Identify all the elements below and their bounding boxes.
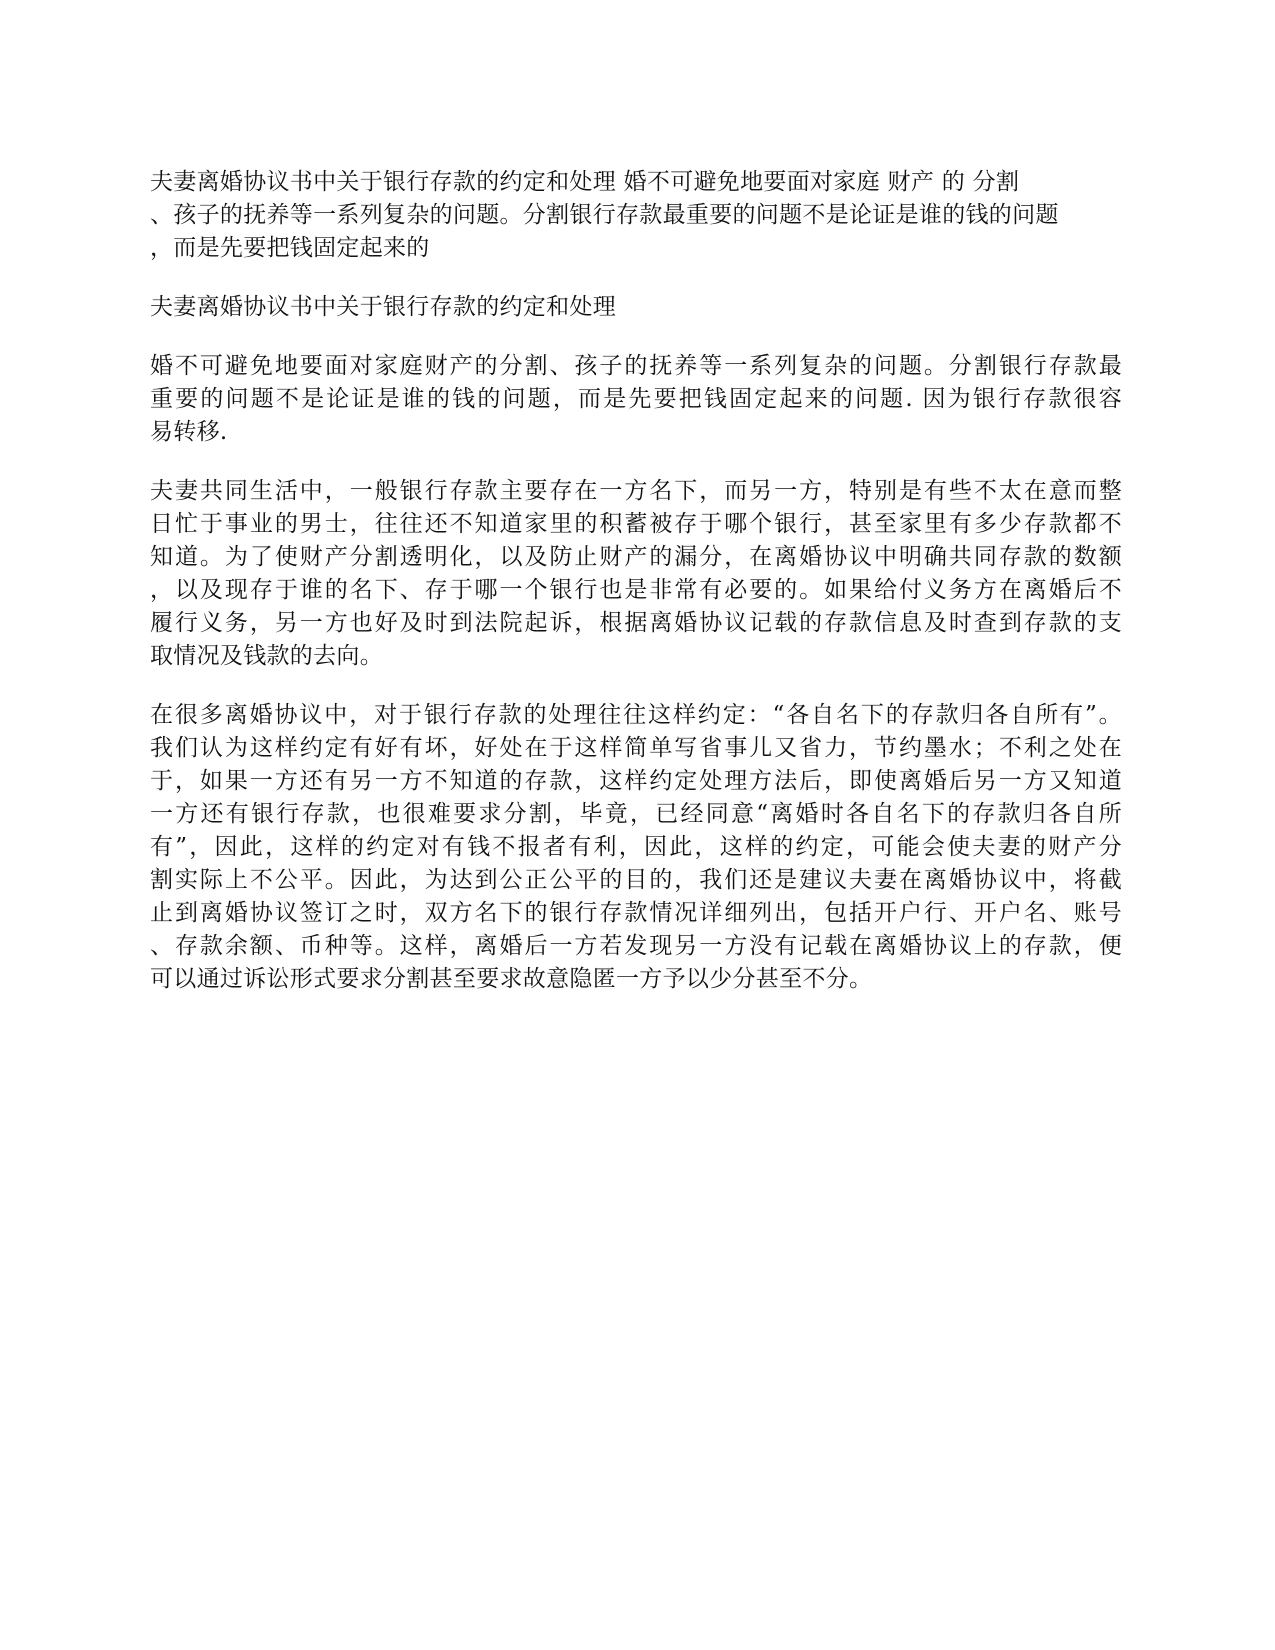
paragraph-line: 、存款余额、币种等。这样，离婚后一方若发现另一方没有记载在离婚协议上的存款，便: [150, 933, 1122, 959]
paragraph-line: 易转移.: [150, 419, 228, 445]
paragraph-line: 止到离婚协议签订之时，双方名下的银行存款情况详细列出，包括开户行、开户名、账号: [150, 900, 1122, 926]
paragraph-line: 在很多离婚协议中，对于银行存款的处理往往这样约定：“各自名下的存款归各自所有”。: [150, 702, 1122, 728]
paragraph-line: 一方还有银行存款，也很难要求分割，毕竟，已经同意“离婚时各自名下的存款归各自所: [150, 801, 1122, 827]
section-heading: [150, 291, 1122, 324]
paragraph-line: 取情况及钱款的去向。: [150, 643, 383, 669]
paragraph-line: 婚不可避免地要面对家庭财产的分割、孩子的抚养等一系列复杂的问题。分割银行存款最: [150, 353, 1122, 379]
intro-line: 、孩子的抚养等一系列复杂的问题。分割银行存款最重要的问题不是论证是谁的钱的问题: [150, 202, 1059, 228]
intro-line: 夫妻离婚协议书中关于银行存款的约定和处理 婚不可避免地要面对家庭 财产 的 分割: [150, 169, 1020, 195]
paragraph-line: 日忙于事业的男士，往往还不知道家里的积蓄被存于哪个银行，甚至家里有多少存款都不: [150, 511, 1122, 537]
paragraph-line: ，以及现存于谁的名下、存于哪一个银行也是非常有必要的。如果给付义务方在离婚后不: [150, 577, 1122, 603]
heading-text: 夫妻离婚协议书中关于银行存款的约定和处理: [150, 294, 616, 320]
paragraph-line: 知道。为了使财产分割透明化，以及防止财产的漏分，在离婚协议中明确共同存款的数额: [150, 544, 1122, 570]
paragraph-line: 重要的问题不是论证是谁的钱的问题，而是先要把钱固定起来的问题. 因为银行存款很容: [150, 386, 1122, 412]
paragraph-2: [150, 475, 1122, 673]
paragraph-line: 履行义务，另一方也好及时到法院起诉，根据离婚协议记载的存款信息及时查到存款的支: [150, 610, 1122, 636]
paragraph-line: 夫妻共同生活中，一般银行存款主要存在一方名下，而另一方，特别是有些不太在意而整: [150, 478, 1122, 504]
paragraph-line: 我们认为这样约定有好有坏，好处在于这样简单写省事儿又省力，节约墨水；不利之处在: [150, 735, 1122, 761]
paragraph-line: 有”，因此，这样的约定对有钱不报者有利，因此，这样的约定，可能会使夫妻的财产分: [150, 834, 1122, 860]
document-page: [150, 166, 1122, 1022]
paragraph-3: [150, 699, 1122, 996]
paragraph-line: 割实际上不公平。因此，为达到公正公平的目的，我们还是建议夫妻在离婚协议中，将截: [150, 867, 1122, 893]
paragraph-line: 可以通过诉讼形式要求分割甚至要求故意隐匿一方予以少分甚至不分。: [150, 966, 873, 992]
intro-line: ，而是先要把钱固定起来的: [150, 235, 430, 261]
intro-paragraph: [150, 166, 1122, 265]
paragraph-line: 于，如果一方还有另一方不知道的存款，这样约定处理方法后，即使离婚后另一方又知道: [150, 768, 1122, 794]
paragraph-1: [150, 350, 1122, 449]
